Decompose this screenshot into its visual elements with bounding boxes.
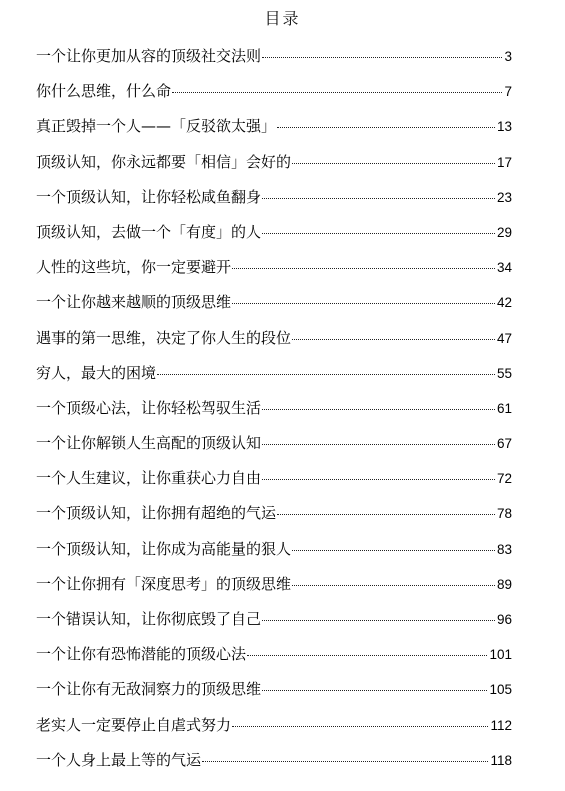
toc-entry-title: 顶级认知，你永远都要「相信」会好的 (36, 152, 292, 171)
toc-dot-leader (232, 725, 488, 727)
toc-dot-leader (172, 91, 502, 93)
toc-dot-leader (232, 302, 495, 304)
toc-list (36, 43, 512, 782)
toc-page-number: 42 (496, 295, 512, 311)
toc-entry[interactable] (36, 465, 512, 500)
toc-entry[interactable] (36, 395, 512, 430)
toc-dot-leader (277, 126, 495, 128)
toc-entry[interactable] (36, 641, 512, 676)
toc-entry[interactable] (36, 712, 512, 747)
toc-entry[interactable] (36, 289, 512, 324)
toc-page-number: 105 (489, 682, 512, 698)
toc-entry-title: 一个错误认知，让你彻底毁了自己 (36, 610, 262, 628)
toc-entry[interactable] (36, 536, 512, 571)
toc-dot-leader (202, 760, 488, 762)
toc-entry-title: 遇事的第一思维，决定了你人生的段位 (36, 328, 292, 347)
toc-entry-title: 真正毁掉一个人——「反驳欲太强」 (36, 117, 277, 136)
toc-entry-title: 一个让你更加从容的顶级社交法则 (36, 47, 262, 65)
toc-entry[interactable] (36, 747, 512, 782)
toc-entry[interactable] (36, 571, 512, 606)
toc-dot-leader (232, 267, 495, 269)
toc-page-number: 17 (496, 154, 512, 170)
toc-dot-leader (262, 619, 495, 621)
toc-entry-title: 你什么思维，什么命 (36, 82, 172, 101)
toc-page-number: 78 (496, 506, 512, 522)
toc-entry[interactable] (36, 43, 512, 78)
toc-entry[interactable] (36, 254, 512, 289)
toc-entry[interactable] (36, 113, 512, 148)
toc-entry-title: 一个让你有恐怖潜能的顶级心法 (36, 645, 247, 664)
toc-page-number: 55 (496, 365, 512, 381)
toc-page-number: 67 (496, 436, 512, 452)
toc-entry-title: 人性的这些坑，你一定要避开 (36, 258, 232, 277)
toc-page-number: 47 (496, 330, 512, 346)
toc-dot-leader (262, 689, 487, 691)
toc-entry-title: 一个顶级心法，让你轻松驾驭生活 (36, 398, 262, 417)
toc-entry-title: 一个让你解锁人生高配的顶级认知 (36, 434, 262, 453)
toc-entry[interactable] (36, 78, 512, 113)
toc-entry-title: 一个让你有无敌洞察力的顶级思维 (36, 680, 262, 699)
toc-entry-title: 一个顶级认知，让你轻松咸鱼翻身 (36, 187, 262, 206)
toc-entry[interactable] (36, 430, 512, 465)
toc-dot-leader (292, 584, 495, 586)
toc-entry-title: 老实人一定要停止自虐式努力 (36, 715, 232, 734)
toc-entry-title: 一个顶级认知，让你拥有超绝的气运 (36, 504, 277, 523)
toc-page-number: 118 (490, 752, 512, 768)
toc-dot-leader (247, 654, 487, 656)
toc-entry[interactable] (36, 676, 512, 711)
toc-entry[interactable] (36, 184, 512, 219)
toc-page-number: 96 (496, 612, 512, 627)
toc-page-number: 101 (489, 647, 512, 663)
toc-entry-title: 一个人生建议，让你重获心力自由 (36, 469, 262, 488)
toc-dot-leader (262, 478, 495, 480)
toc-entry-title: 一个人身上最上等的气运 (36, 750, 202, 769)
toc-entry[interactable] (36, 219, 512, 254)
toc-page-number: 89 (496, 576, 512, 592)
toc-page-number: 3 (504, 49, 512, 64)
toc-page-number: 61 (496, 400, 512, 416)
toc-page-number: 7 (504, 84, 512, 100)
toc-page-number: 72 (496, 471, 512, 487)
toc-dot-leader (262, 232, 495, 234)
toc-entry[interactable] (36, 325, 512, 360)
toc-entry-title: 一个让你越来越顺的顶级思维 (36, 293, 232, 312)
toc-dot-leader (262, 197, 495, 199)
toc-dot-leader (157, 373, 495, 375)
toc-page-number: 13 (496, 119, 512, 135)
toc-page-number: 29 (496, 224, 512, 240)
toc-entry-title: 一个让你拥有「深度思考」的顶级思维 (36, 574, 292, 593)
toc-page-number: 83 (496, 541, 512, 557)
toc-entry[interactable] (36, 149, 512, 184)
toc-dot-leader (262, 56, 502, 58)
toc-entry-title: 一个顶级认知，让你成为高能量的狠人 (36, 539, 292, 558)
toc-entry-title: 穷人，最大的困境 (36, 363, 157, 382)
toc-page-number: 23 (496, 189, 512, 205)
toc-entry-title: 顶级认知，去做一个「有度」的人 (36, 222, 262, 241)
toc-page-number: 34 (496, 260, 512, 276)
toc-entry[interactable] (36, 500, 512, 535)
toc-dot-leader (262, 408, 495, 410)
toc-dot-leader (262, 443, 495, 445)
toc-dot-leader (277, 513, 495, 515)
toc-entry[interactable] (36, 606, 512, 641)
toc-dot-leader (292, 338, 495, 340)
toc-title: 目录 (264, 9, 301, 28)
toc-entry[interactable] (36, 360, 512, 395)
toc-dot-leader (292, 549, 495, 551)
toc-page-number: 112 (490, 717, 512, 733)
toc-dot-leader (292, 162, 495, 164)
